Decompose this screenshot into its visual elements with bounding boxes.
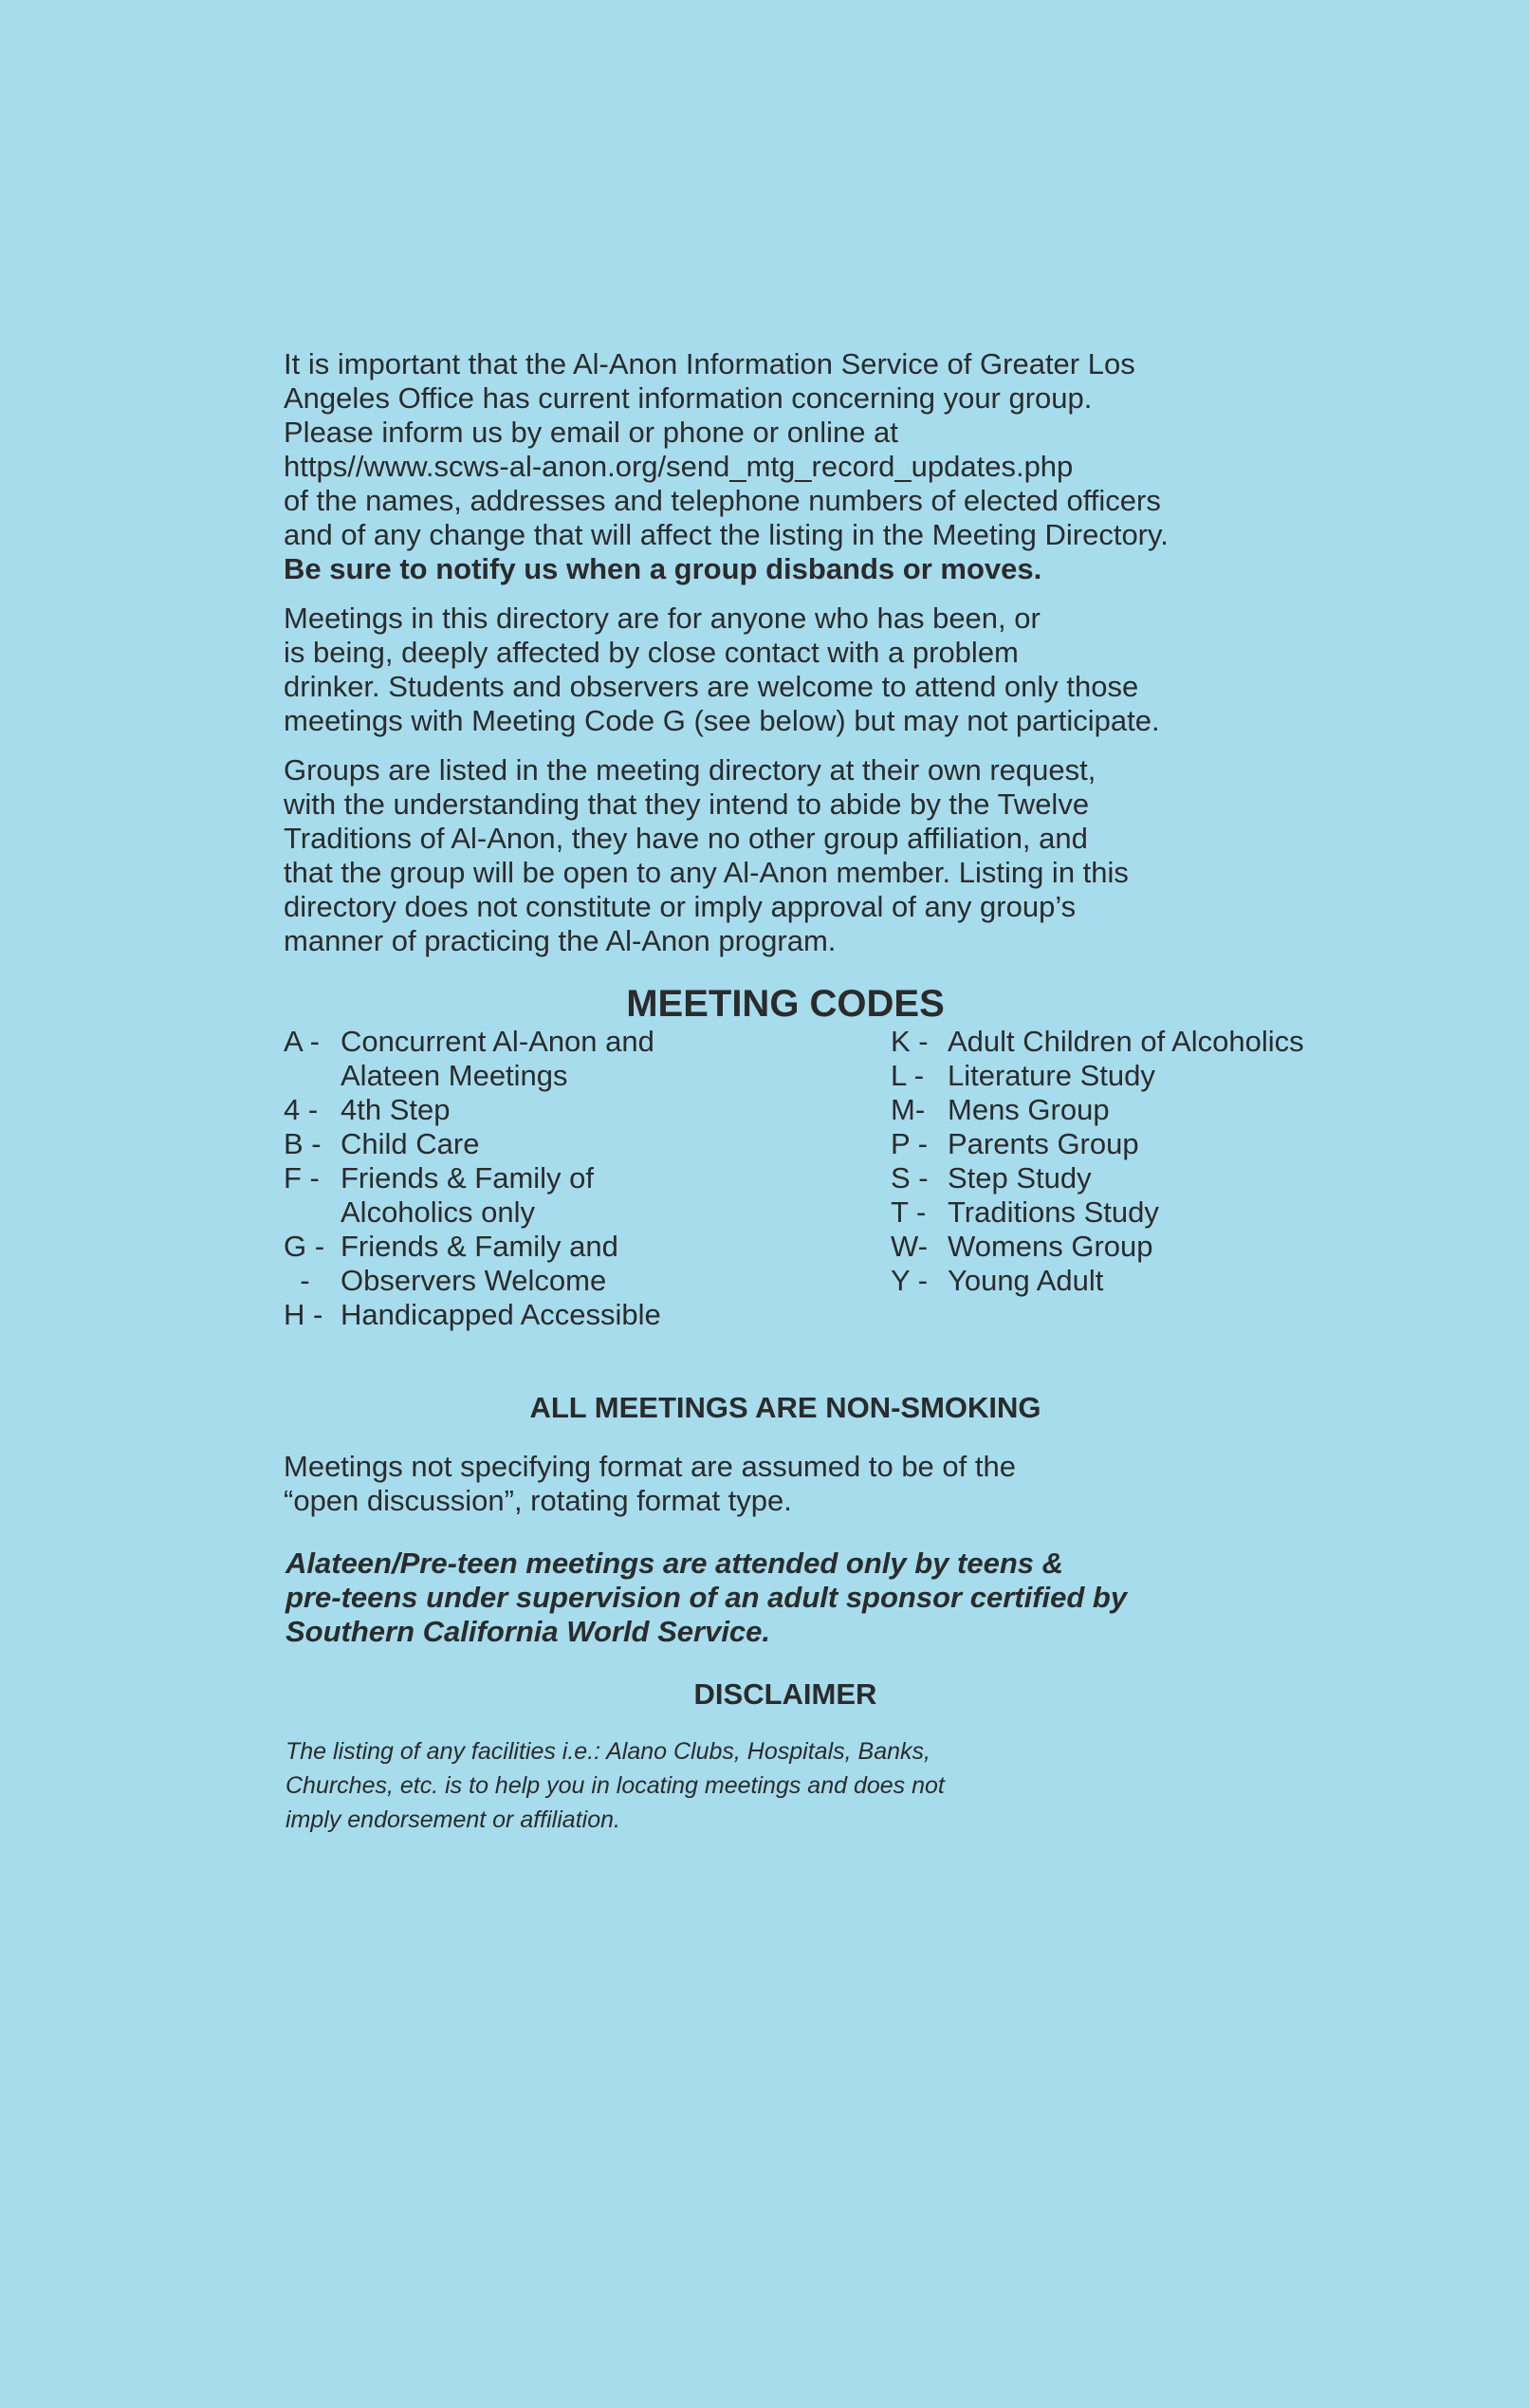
intro-section bbox=[284, 347, 1365, 973]
code-key: F - bbox=[284, 1161, 320, 1195]
code-key: L - bbox=[891, 1059, 925, 1092]
code-row bbox=[891, 1127, 1384, 1161]
code-description: Child Care bbox=[341, 1127, 480, 1160]
code-row bbox=[284, 1127, 701, 1161]
code-row bbox=[284, 1264, 701, 1298]
code-row bbox=[284, 1025, 701, 1093]
disclaimer-text: The listing of any facilities i.e.: Alano Clubs, Hospitals, Banks, Churches, etc. is to help you in locating meetings and does not imply endorsement or affiliation. bbox=[286, 1738, 945, 1833]
code-key: M- bbox=[891, 1093, 926, 1126]
code-row bbox=[891, 1264, 1384, 1298]
alateen-note: Alateen/Pre-teen meetings are attended only by teens & pre-teens under supervision of an adult sponsor certified by Southern California World Service. bbox=[286, 1547, 1128, 1648]
code-description: Friends & Family and bbox=[341, 1230, 618, 1263]
code-row bbox=[284, 1161, 701, 1230]
code-description: Parents Group bbox=[948, 1127, 1139, 1160]
intro-paragraph-2: Meetings in this directory are for anyone who has been, or is being, deeply affected by close contact with a problem drinker. Students and observers are welcome to attend only those meetings with Meeting Code G (see below) but may not participate. bbox=[284, 602, 1160, 737]
code-key: S - bbox=[891, 1161, 929, 1195]
code-row bbox=[284, 1093, 701, 1127]
code-key: - bbox=[284, 1264, 310, 1297]
code-description: Observers Welcome bbox=[341, 1264, 607, 1297]
code-row bbox=[891, 1059, 1384, 1093]
intro-paragraph-1 bbox=[284, 347, 1365, 586]
code-key: B - bbox=[284, 1127, 322, 1160]
code-row bbox=[891, 1093, 1384, 1127]
code-description: Traditions Study bbox=[948, 1195, 1159, 1229]
code-key: G - bbox=[284, 1230, 325, 1263]
notify-notice: Be sure to notify us when a group disbands or moves. bbox=[284, 552, 1042, 585]
code-key: H - bbox=[284, 1298, 323, 1331]
code-row bbox=[891, 1161, 1384, 1195]
code-description: Mens Group bbox=[948, 1093, 1110, 1126]
code-key: A - bbox=[284, 1025, 320, 1058]
code-key: W- bbox=[891, 1230, 929, 1263]
code-row bbox=[891, 1025, 1384, 1059]
code-key: P - bbox=[891, 1127, 929, 1160]
code-description: Concurrent Al-Anon and Alateen Meetings bbox=[341, 1025, 654, 1092]
code-key: K - bbox=[891, 1025, 929, 1058]
code-row bbox=[284, 1230, 701, 1264]
intro-paragraph-1-text: It is important that the Al-Anon Information Service of Greater Los Angeles Office has current information concerning your group. Please inform us by email or phone or online at https//www.scws-al-anon.org/send_mtg_record_updates.php of the names, addresses and telephone numbers of elected officers and of any change that will affect the listing in the Meeting Directory. bbox=[284, 347, 1169, 551]
intro-paragraph-3: Groups are listed in the meeting directory at their own request, with the understanding that they intend to abide by the Twelve Traditions of Al-Anon, they have no other group affiliation, and that the group will be open to any Al-Anon member. Listing in this directory does not constitute or imply approval of any group’s manner of practicing the Al-Anon program. bbox=[284, 753, 1129, 957]
code-key: 4 - bbox=[284, 1093, 319, 1126]
code-key: T - bbox=[891, 1195, 927, 1229]
code-row bbox=[891, 1195, 1384, 1230]
code-description: Literature Study bbox=[948, 1059, 1155, 1092]
code-description: Womens Group bbox=[948, 1230, 1153, 1263]
code-row bbox=[284, 1298, 701, 1332]
meeting-codes-right-column bbox=[891, 1025, 1384, 1298]
disclaimer-title: DISCLAIMER bbox=[693, 1677, 877, 1711]
code-description: Adult Children of Alcoholics bbox=[948, 1025, 1304, 1058]
meeting-codes-title: MEETING CODES bbox=[626, 983, 945, 1025]
code-key: Y - bbox=[891, 1264, 929, 1297]
code-description: 4th Step bbox=[341, 1093, 451, 1126]
code-row bbox=[891, 1230, 1384, 1264]
code-description: Step Study bbox=[948, 1161, 1092, 1195]
code-description: Young Adult bbox=[948, 1264, 1104, 1297]
code-description: Handicapped Accessible bbox=[341, 1298, 661, 1331]
non-smoking-heading: ALL MEETINGS ARE NON-SMOKING bbox=[529, 1391, 1041, 1424]
format-note: Meetings not specifying format are assumed to be of the “open discussion”, rotating format type. bbox=[284, 1450, 1016, 1517]
code-description: Friends & Family of Alcoholics only bbox=[341, 1161, 595, 1229]
meeting-codes-left-column bbox=[284, 1025, 701, 1332]
